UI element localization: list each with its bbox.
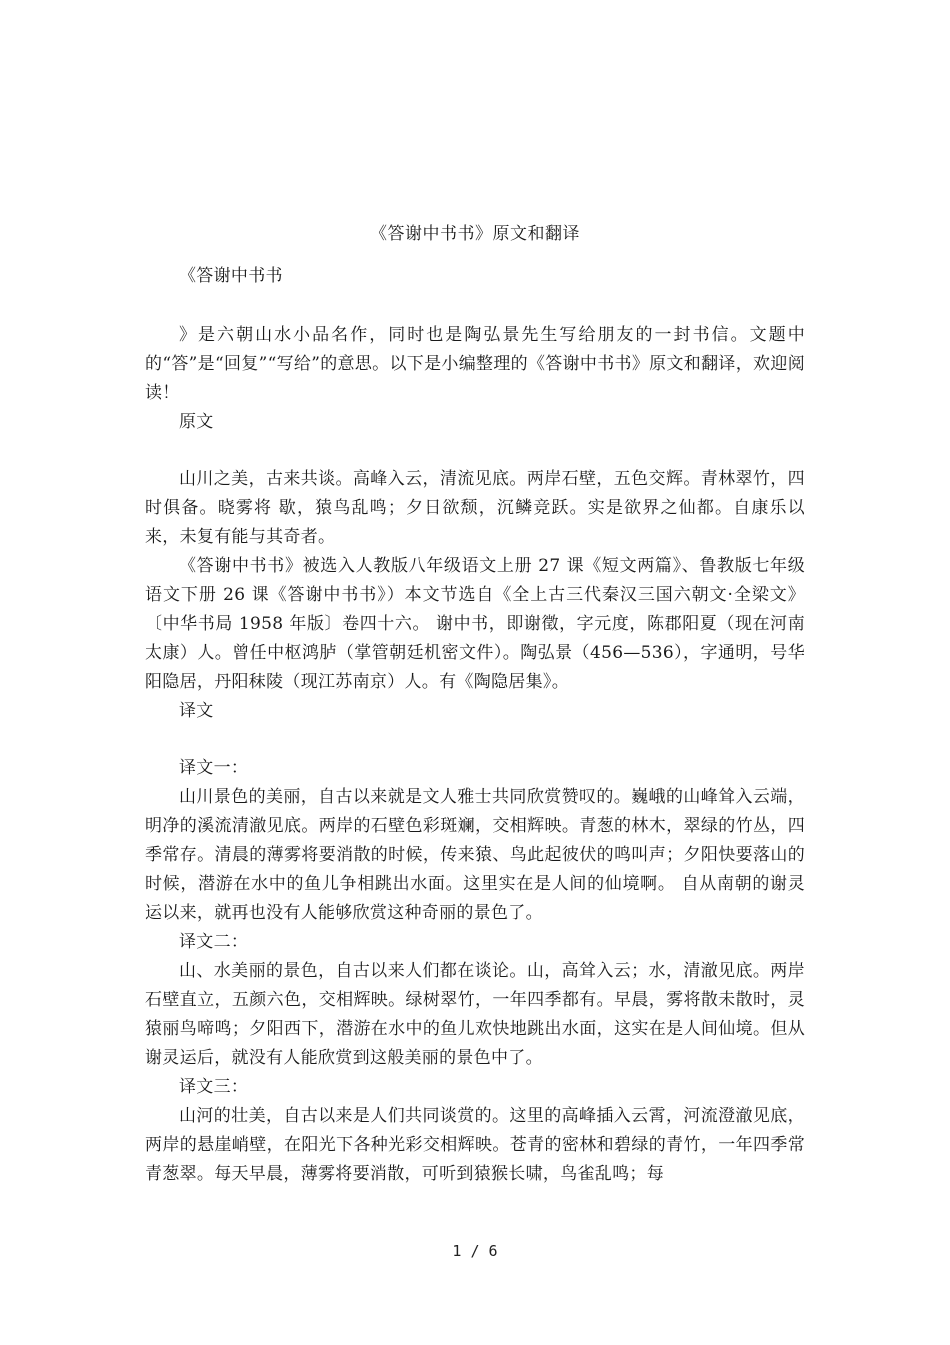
background-paragraph: 《答谢中书书》被选入人教版八年级语文上册 27 课《短文两篇》、鲁教版七年级语文下册 26 课《答谢中书书》）本文节选自《全上古三代秦汉三国六朝文·全梁文》〔中华书局 1958 年版〕卷四十六。 谢中书，即谢徵，字元度，陈郡阳夏（现在河南太康）人。曾任中枢鸿胪（掌管朝廷机密文件）。陶弘景（456—536），字通明，号华阳隐居，丹阳秣陵（现江苏南京）人。有《陶隐居集》。 [145, 556, 805, 692]
intro-heading: 《答谢中书书 [179, 266, 283, 286]
original-heading: 原文 [179, 412, 214, 432]
translation-3-text: 山河的壮美，自古以来是人们共同谈赏的。这里的高峰插入云霄，河流澄澈见底，两岸的悬崖峭壁，在阳光下各种光彩交相辉映。苍青的密林和碧绿的青竹，一年四季常青葱翠。每天早晨，薄雾将要消散，可听到猿猴长啸，鸟雀乱鸣；每 [145, 1106, 805, 1184]
translation-3-label: 译文三： [179, 1077, 249, 1097]
translation-1-text: 山川景色的美丽，自古以来就是文人雅士共同欣赏赞叹的。巍峨的山峰耸入云端，明净的溪流清澈见底。两岸的石壁色彩斑斓，交相辉映。青葱的林木，翠绿的竹丛，四季常存。清晨的薄雾将要消散的时候，传来猿、鸟此起彼伏的鸣叫声；夕阳快要落山的时候，潜游在水中的鱼儿争相跳出水面。这里实在是人间的仙境啊。 自从南朝的谢灵运以来，就再也没有人能够欣赏这种奇丽的景色了。 [145, 787, 805, 923]
translation-1-label: 译文一： [179, 758, 249, 778]
translation-heading: 译文 [179, 701, 214, 721]
page-indicator: 1 / 6 [452, 1242, 498, 1260]
intro-paragraph: 》是六朝山水小品名作，同时也是陶弘景先生写给朋友的一封书信。文题中的“答”是“回复”“写给”的意思。以下是小编整理的《答谢中书书》原文和翻译，欢迎阅读！ [145, 325, 805, 403]
translation-2-text: 山、水美丽的景色，自古以来人们都在谈论。山，高耸入云；水，清澈见底。两岸石壁直立，五颜六色，交相辉映。绿树翠竹，一年四季都有。早晨，雾将散未散时，灵猿丽鸟啼鸣；夕阳西下，潜游在水中的鱼儿欢快地跳出水面，这实在是人间仙境。但从谢灵运后，就没有人能欣赏到这般美丽的景色中了。 [145, 961, 805, 1068]
original-text: 山川之美，古来共谈。高峰入云，清流见底。两岸石壁，五色交辉。青林翠竹，四时俱备。晓雾将 歇，猿鸟乱鸣；夕日欲颓，沉鳞竞跃。实是欲界之仙都。自康乐以来，未复有能与其奇者。 [145, 469, 805, 547]
document-title: 《答谢中书书》原文和翻译 [370, 224, 580, 244]
document-page [145, 220, 805, 1189]
translation-2-label: 译文二： [179, 932, 249, 952]
